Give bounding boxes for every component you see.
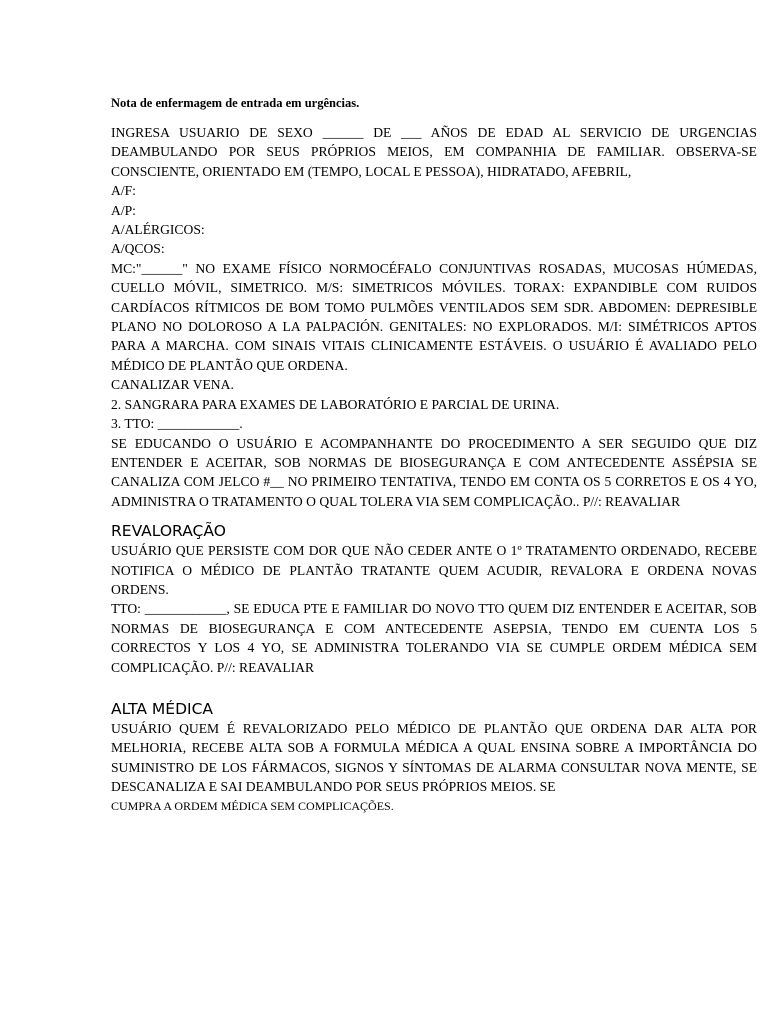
entry-procedure: SE EDUCANDO O USUÁRIO E ACOMPANHANTE DO PROCEDIMENTO A SER SEGUIDO QUE DIZ ENTENDER E ACEITAR, SOB NORMAS DE BIOSEGURANÇA E COM ANTECEDENTE ASSÉPSIA SE CANALIZA COM JELCO #__ NO PRIMEIRO TENTATIVA, TENDO EM CONTA OS 5 CORRETOS E OS 4 YO, ADMINISTRA O TRATAMENTO O QUAL TOLERA VIA SEM COMPLICAÇÃO.. P//: REAVALIAR [111, 435, 757, 509]
revaloracao-paragraph-1: USUÁRIO QUE PERSISTE COM DOR QUE NÃO CEDER ANTE O 1º TRATAMENTO ORDENADO, RECEBE NOTIFICA O MÉDICO DE PLANTÃO TRATANTE QUEM ACUDIR, REVALORA E ORDENA NOVAS ORDENS. [111, 543, 757, 597]
note-title: Nota de enfermagem de entrada em urgências. [111, 96, 360, 110]
entry-step-2: 2. SANGRARA PARA EXAMES DE LABORATÓRIO E PARCIAL DE URINA. [111, 396, 560, 412]
entry-note [111, 123, 757, 511]
entry-aqcos: A/QCOS: [111, 241, 165, 257]
entry-step-1: CANALIZAR VENA. [111, 377, 234, 393]
entry-step-3: 3. TTO: ____________. [111, 416, 243, 432]
alta-section [111, 719, 757, 816]
entry-intro: INGRESA USUARIO DE SEXO ______ DE ___ AÑOS DE EDAD AL SERVICIO DE URGENCIAS DEAMBULANDO POR SEUS PRÓPRIOS MEIOS, EM COMPANHIA DE FAMILIAR. OBSERVA-SE CONSCIENTE, ORIENTADO EM (TEMPO, LOCAL E PESSOA), HIDRATADO, AFEBRIL, [111, 125, 757, 179]
revaloracao-section [111, 541, 757, 677]
alta-paragraph: USUÁRIO QUEM É REVALORIZADO PELO MÉDICO DE PLANTÃO QUE ORDENA DAR ALTA POR MELHORIA, RECEBE ALTA SOB A FORMULA MÉDICA A QUAL ENSINA SOBRE A IMPORTÂNCIA DO SUMINISTRO DE LOS FÁRMACOS, SIGNOS Y SÍNTOMAS DE ALARMA CONSULTAR NOVA MENTE, SE DESCANALIZA E SAI DEAMBULANDO POR SEUS PRÓPRIOS MEIOS. SE [111, 720, 757, 795]
entry-ap: A/P: [111, 202, 136, 218]
entry-alergicos: A/ALÉRGICOS: [111, 222, 205, 238]
revaloracao-heading: REVALORAÇÃO [111, 522, 226, 541]
revaloracao-paragraph-2: TTO: ____________, SE EDUCA PTE E FAMILIAR DO NOVO TTO QUEM DIZ ENTENDER E ACEITAR, SOB NORMAS DE BIOSEGURANÇA E COM ANTECEDENTE ASEPSIA, TENDO EM CUENTA LOS 5 CORRECTOS Y LOS 4 YO, SE ADMINISTRA TOLERANDO VIA SE CUMPLE ORDEM MÉDICA SEM COMPLICAÇÃO. P//: REAVALIAR [111, 601, 757, 675]
alta-closing: CUMPRA A ORDEM MÉDICA SEM COMPLICAÇÕES. [111, 798, 394, 813]
document-page [111, 95, 757, 816]
entry-af: A/F: [111, 183, 136, 199]
alta-heading: ALTA MÉDICA [111, 699, 213, 718]
entry-exam: MC:"______" NO EXAME FÍSICO NORMOCÉFALO CONJUNTIVAS ROSADAS, MUCOSAS HÚMEDAS, CUELLO MÓVIL, SIMETRICO. M/S: SIMETRICOS MÓVILES. TORAX: EXPANDIBLE COM RUIDOS CARDÍACOS RÍTMICOS DE BOM TOMO PULMÕES VENTILADOS SEM SDR. ABDOMEN: DEPRESIBLE PLANO NO DOLOROSO A LA PALPACIÓN. GENITALES: NO EXPLORADOS. M/I: SIMÉTRICOS APTOS PARA A MARCHA. COM SINAIS VITAIS CLINICAMENTE ESTÁVEIS. O USUÁRIO É AVALIADO PELO MÉDICO DE PLANTÃO QUE ORDENA. [111, 260, 757, 373]
